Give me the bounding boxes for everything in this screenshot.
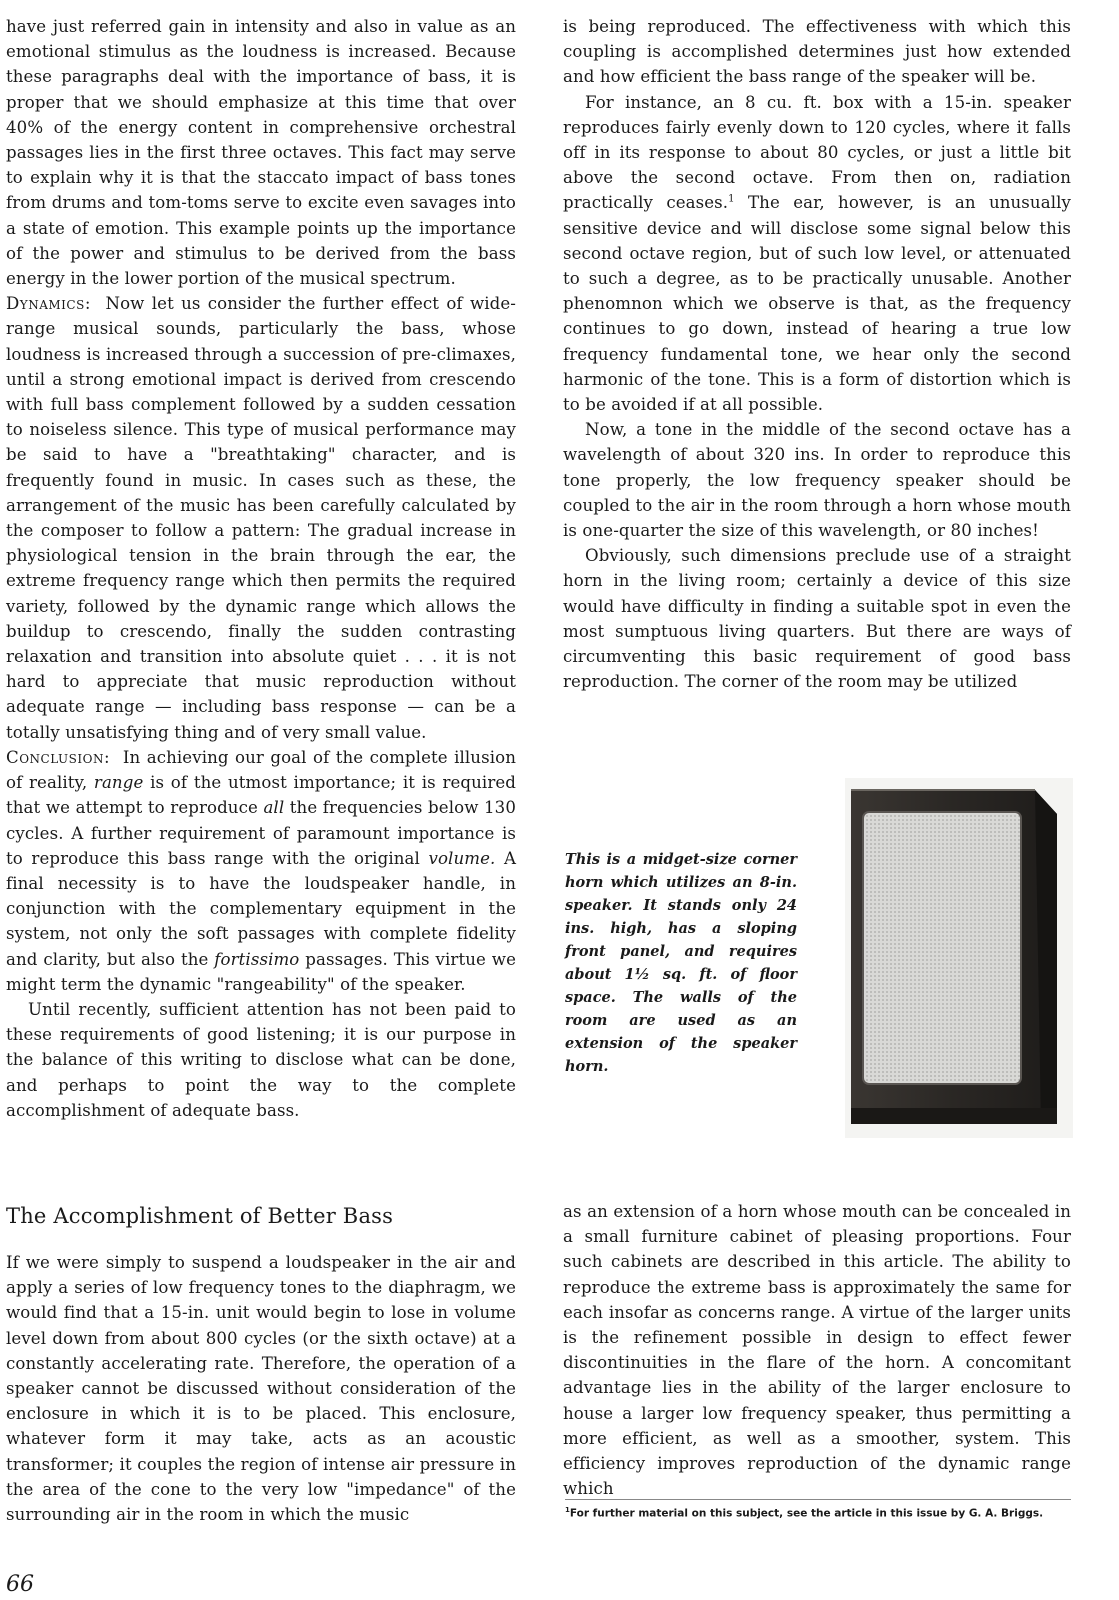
footnote-ref[interactable]: 1 bbox=[728, 193, 735, 205]
left-column bbox=[6, 14, 516, 1123]
emphasis-fortissimo: fortissimo bbox=[214, 949, 300, 969]
speaker-cabinet-illustration bbox=[845, 778, 1073, 1138]
figure-caption: This is a midget-size corner horn which utilizes an 8-in. speaker. It stands only 24 ins. high, has a sloping front panel, and requires about 1½ sq. ft. of floor space. The walls of the room are used as an extension of the speaker horn. bbox=[565, 851, 797, 1075]
paragraph: is being reproduced. The effectiveness with which this coupling is accomplished determines just how extended and how efficient the bass range of the speaker will be. bbox=[563, 17, 1071, 87]
emphasis-volume: volume. bbox=[428, 848, 496, 868]
paragraph: have just referred gain in intensity and also in value as an emotional stimulus as the loudness is increased. Because these paragraphs deal with the importance of bass, it is proper that we should emphasize at this time that over 40% of the energy content in comprehensive orchestral passages lies in the first three octaves. This fact may serve to explain why it is that the staccato impact of bass tones from drums and tom-toms serve to excite even savages into a state of emotion. This example points up the importance of the power and stimulus to be derived from the bass energy in the lower portion of the musical spectrum. bbox=[6, 17, 516, 289]
conclusion-paragraph bbox=[6, 745, 516, 997]
emphasis-all: all bbox=[263, 798, 285, 818]
conclusion-text: the frequencies below 130 cycles. A further requirement of paramount importance is to reproduce this bass range with the original bbox=[6, 798, 517, 868]
paragraph-text: For instance, an 8 cu. ft. box with a 15-in. speaker reproduces fairly evenly down to 120 cycles, where it falls off in its response to about 80 cycles, or just a little bit above the second octave. From then on, radiation practically ceases. bbox=[563, 92, 1071, 213]
dynamics-paragraph bbox=[6, 291, 516, 745]
paragraph-text: The ear, however, is an unusually sensitive device and will disclose some signal below this second octave region, but of such low level, or attenuated to such a degree, as to be practically unusable. Another phenomnon which we observe is that, as the frequency continues to go down, instead of hearing a true low frequency fundamental tone, we hear only the second harmonic of the tone. This is a form of distortion which is to be avoided if at all possible. bbox=[563, 193, 1071, 415]
conclusion-text: passages. This virtue we might term the dynamic "rangeability" of the speaker. bbox=[6, 949, 516, 994]
paragraph: Obviously, such dimensions preclude use of a straight horn in the living room; certainly a device of this size would have difficulty in finding a suitable spot in even the most sumptuous living quarters. But there are ways of circumventing this basic requirement of good bass reproduction. The corner of the room may be utilized bbox=[563, 546, 1071, 692]
emphasis-range: range bbox=[93, 773, 144, 793]
paragraph: Until recently, sufficient attention has not been paid to these requirements of good listening; it is our purpose in the balance of this writing to disclose what can be done, and perhaps to point the way to the complete accomplishment of adequate bass. bbox=[6, 999, 516, 1120]
conclusion-text: A final necessity is to have the loudspeaker handle, in conjunction with the complementary equipment in the system, not only the soft passages with complete fidelity and clarity, but also the bbox=[6, 848, 517, 969]
footnote-text: For further material on this subject, see the article in this issue by G. A. Briggs. bbox=[569, 1507, 1044, 1520]
footnote bbox=[565, 1499, 1071, 1521]
paragraph: Now, a tone in the middle of the second octave has a wavelength of about 320 ins. In order to reproduce this tone properly, the low frequency speaker should be coupled to the air in the room through a horn whose mouth is one-quarter the size of this wavelength, or 80 inches! bbox=[563, 420, 1071, 541]
paragraph bbox=[563, 90, 1071, 418]
conclusion-text: is of the utmost importance; it is required that we attempt to reproduce bbox=[6, 773, 517, 818]
paragraph: as an extension of a horn whose mouth can be concealed in a small furniture cabinet of pleasing proportions. Four such cabinets are described in this article. The ability to reproduce the extreme bass is approximately the same for each insofar as concerns range. A virtue of the larger units is the refinement possible in design to effect fewer discontinuities in the flare of the horn. A concomitant advantage lies in the ability of the larger enclosure to house a larger low frequency speaker, thus permitting a more efficient, as well as a smoother, system. This efficiency improves reproduction of the dynamic range which bbox=[563, 1202, 1071, 1499]
dynamics-text: Now let us consider the further effect of wide-range musical sounds, particularly the bass, whose loudness is increased through a succession of pre-climaxes, until a strong emotional impact is derived from crescendo with full bass complement followed by a sudden cessation to noiseless silence. This type of musical performance may be said to have a "breathtaking" character, and is frequently found in music. In cases such as these, the arrangement of the music has been carefully calculated by the composer to follow a pattern: The gradual increase in physiological tension in the brain through the ear, the extreme frequency range which then permits the required variety, followed by the dynamic range which allows the buildup to crescendo, finally the sudden contrasting relaxation and transition into absolute quiet . . . it is not hard to appreciate that music reproduction without adequate range — including bass response — can be a totally unsatisfying thing and of very small value. bbox=[6, 294, 517, 742]
left-column-bottom bbox=[6, 1202, 516, 1527]
page-number: 66 bbox=[6, 1572, 34, 1597]
conclusion-text: In achieving our goal of the complete illusion of reality, bbox=[6, 747, 516, 793]
section-heading: The Accomplishment of Better Bass bbox=[6, 1204, 394, 1228]
dynamics-label: Dynamics: bbox=[6, 294, 91, 314]
paragraph: If we were simply to suspend a loudspeaker in the air and apply a series of low frequency tones to the diaphragm, we would find that a 15-in. unit would begin to lose in volume level down from about 800 cycles (or the sixth octave) at a constantly accelerating rate. Therefore, the operation of a speaker cannot be discussed without consideration of the enclosure in which it is to be placed. This enclosure, whatever form it may take, acts as an acoustic transformer; it couples the region of intense air pressure in the area of the cone to the very low "impedance" of the surrounding air in the room in which the music bbox=[6, 1253, 516, 1525]
right-column-bottom bbox=[563, 1199, 1071, 1501]
corner-horn-speaker-photo bbox=[845, 778, 1073, 1138]
right-column-top bbox=[563, 14, 1071, 694]
footnote-mark: 1 bbox=[565, 1506, 570, 1514]
conclusion-label: Conclusion: bbox=[6, 747, 111, 767]
